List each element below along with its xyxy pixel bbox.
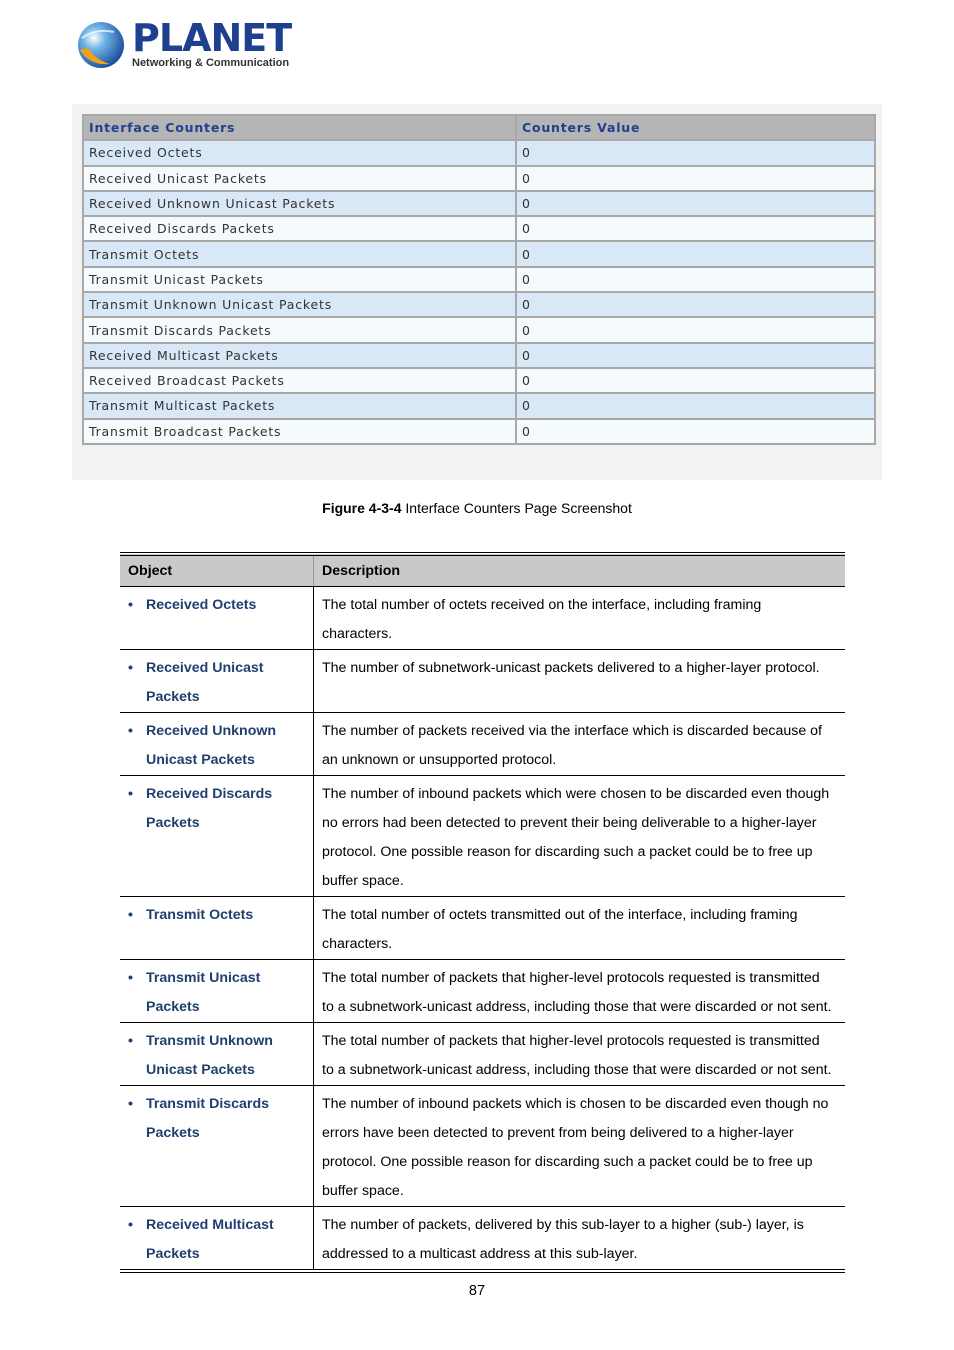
description-line: no errors had been detected to prevent their being deliverable to a higher-layer xyxy=(322,815,817,831)
description-line: to a subnetwork-unicast address, including those that were discarded or not sent. xyxy=(322,1062,832,1078)
object-name-line: Received Octets xyxy=(146,597,257,613)
table-row xyxy=(83,393,875,418)
table-row xyxy=(83,267,875,292)
table-row xyxy=(120,587,845,650)
description-line: protocol. One possible reason for discarding such a packet could be to free up xyxy=(322,1154,813,1170)
object-name-line: Received Multicast xyxy=(146,1217,274,1233)
counter-value: 0 xyxy=(516,393,875,418)
description-line: buffer space. xyxy=(322,1183,404,1199)
description-line: to a subnetwork-unicast address, including those that were discarded or not sent. xyxy=(322,999,832,1015)
counter-value: 0 xyxy=(516,368,875,393)
counter-value: 0 xyxy=(516,292,875,317)
table-row xyxy=(83,419,875,444)
description-cell xyxy=(314,960,846,1023)
bullet-icon: • xyxy=(128,1096,133,1112)
description-cell xyxy=(314,776,846,897)
header-object: Object xyxy=(120,554,314,587)
description-line: The number of packets received via the interface which is discarded because of xyxy=(322,723,822,739)
description-cell xyxy=(314,587,846,650)
object-name-line: Received Unknown xyxy=(146,723,277,739)
counter-name: Received Unknown Unicast Packets xyxy=(83,191,516,216)
object-cell xyxy=(120,960,314,1023)
table-row xyxy=(83,368,875,393)
header-interface-counters: Interface Counters xyxy=(83,115,516,140)
interface-counters-table xyxy=(82,114,876,445)
object-cell xyxy=(120,1023,314,1086)
counter-name: Received Unicast Packets xyxy=(83,166,516,191)
description-line: characters. xyxy=(322,936,393,952)
counter-name: Received Broadcast Packets xyxy=(83,368,516,393)
description-line: The total number of packets that higher-level protocols requested is transmitted xyxy=(322,1033,820,1049)
object-name-line: Received Unicast xyxy=(146,660,264,676)
object-name-line: Transmit Octets xyxy=(146,907,254,923)
counter-value: 0 xyxy=(516,216,875,241)
bullet-icon: • xyxy=(128,1217,133,1233)
counter-name: Transmit Discards Packets xyxy=(83,317,516,342)
description-line: errors have been detected to prevent from being delivered to a higher-layer xyxy=(322,1125,794,1141)
desc-header-row xyxy=(120,554,845,587)
object-name-line: Packets xyxy=(146,999,200,1015)
object-name-line: Packets xyxy=(146,1125,200,1141)
description-line: The number of inbound packets which were chosen to be discarded even though xyxy=(322,786,830,802)
description-line: buffer space. xyxy=(322,873,404,889)
table-row xyxy=(120,713,845,776)
counter-value: 0 xyxy=(516,267,875,292)
object-name-line: Transmit Discards xyxy=(146,1096,270,1112)
counter-name: Transmit Broadcast Packets xyxy=(83,419,516,444)
counter-value: 0 xyxy=(516,241,875,266)
object-cell xyxy=(120,587,314,650)
description-line: The total number of octets transmitted out of the interface, including framing xyxy=(322,907,798,923)
description-line: addressed to a multicast address at this sub-layer. xyxy=(322,1246,638,1262)
description-line: The number of inbound packets which is chosen to be discarded even though no xyxy=(322,1096,829,1112)
object-name-line: Packets xyxy=(146,689,200,705)
object-cell xyxy=(120,650,314,713)
counter-value: 0 xyxy=(516,140,875,165)
planet-logo xyxy=(76,16,292,74)
object-name-line: Received Discards xyxy=(146,786,273,802)
description-cell xyxy=(314,1023,846,1086)
table-row xyxy=(120,1023,845,1086)
bullet-icon: • xyxy=(128,786,133,802)
counter-name: Transmit Unicast Packets xyxy=(83,267,516,292)
description-table-wrap xyxy=(120,552,845,1273)
table-row xyxy=(83,140,875,165)
counter-name: Received Octets xyxy=(83,140,516,165)
bullet-icon: • xyxy=(128,970,133,986)
brand-tagline: Networking & Communication xyxy=(132,57,290,69)
table-row xyxy=(83,292,875,317)
description-line: characters. xyxy=(322,626,393,642)
header-description: Description xyxy=(314,554,846,587)
table-row xyxy=(120,960,845,1023)
object-name-line: Unicast Packets xyxy=(146,1062,255,1078)
table-row xyxy=(120,1207,845,1272)
table-row xyxy=(120,897,845,960)
counter-value: 0 xyxy=(516,419,875,444)
object-cell xyxy=(120,1207,314,1272)
globe-icon xyxy=(76,20,126,70)
figure-label: Figure 4-3-4 xyxy=(322,500,402,516)
bullet-icon: • xyxy=(128,597,133,613)
table-row xyxy=(120,776,845,897)
object-cell xyxy=(120,897,314,960)
table-row xyxy=(120,650,845,713)
table-row xyxy=(83,166,875,191)
description-line: an unknown or unsupported protocol. xyxy=(322,752,557,768)
bullet-icon: • xyxy=(128,723,133,739)
figure-text: Interface Counters Page Screenshot xyxy=(401,500,632,516)
object-name-line: Transmit Unicast xyxy=(146,970,261,986)
description-cell xyxy=(314,1207,846,1272)
object-name-line: Packets xyxy=(146,815,200,831)
description-line: The number of subnetwork-unicast packets delivered to a higher-layer protocol. xyxy=(322,660,820,676)
object-cell xyxy=(120,713,314,776)
counter-value: 0 xyxy=(516,343,875,368)
brand-name: PLANET xyxy=(132,16,292,60)
description-line: The total number of octets received on the interface, including framing xyxy=(322,597,762,613)
object-name-line: Transmit Unknown xyxy=(146,1033,273,1049)
description-line: The total number of packets that higher-level protocols requested is transmitted xyxy=(322,970,820,986)
bullet-icon: • xyxy=(128,660,133,676)
description-cell xyxy=(314,713,846,776)
description-cell xyxy=(314,897,846,960)
counter-name: Received Discards Packets xyxy=(83,216,516,241)
description-cell xyxy=(314,650,846,713)
counter-value: 0 xyxy=(516,191,875,216)
description-line: The number of packets, delivered by this sub-layer to a higher (sub-) layer, is xyxy=(322,1217,804,1233)
counter-value: 0 xyxy=(516,317,875,342)
table-row xyxy=(83,191,875,216)
bullet-icon: • xyxy=(128,1033,133,1049)
table-row xyxy=(83,317,875,342)
counter-name: Transmit Octets xyxy=(83,241,516,266)
table-row xyxy=(120,1086,845,1207)
counter-name: Transmit Unknown Unicast Packets xyxy=(83,292,516,317)
counters-header-row xyxy=(83,115,875,140)
counter-name: Transmit Multicast Packets xyxy=(83,393,516,418)
object-cell xyxy=(120,776,314,897)
object-name-line: Packets xyxy=(146,1246,200,1262)
object-name-line: Unicast Packets xyxy=(146,752,255,768)
header-counters-value: Counters Value xyxy=(516,115,875,140)
counter-name: Received Multicast Packets xyxy=(83,343,516,368)
page-number: 87 xyxy=(468,1283,486,1299)
description-line: protocol. One possible reason for discarding such a packet could be to free up xyxy=(322,844,813,860)
table-row xyxy=(83,241,875,266)
counter-value: 0 xyxy=(516,166,875,191)
object-description-table xyxy=(120,552,845,1273)
bullet-icon: • xyxy=(128,907,133,923)
object-cell xyxy=(120,1086,314,1207)
description-cell xyxy=(314,1086,846,1207)
table-row xyxy=(83,343,875,368)
figure-caption xyxy=(0,500,954,516)
table-row xyxy=(83,216,875,241)
